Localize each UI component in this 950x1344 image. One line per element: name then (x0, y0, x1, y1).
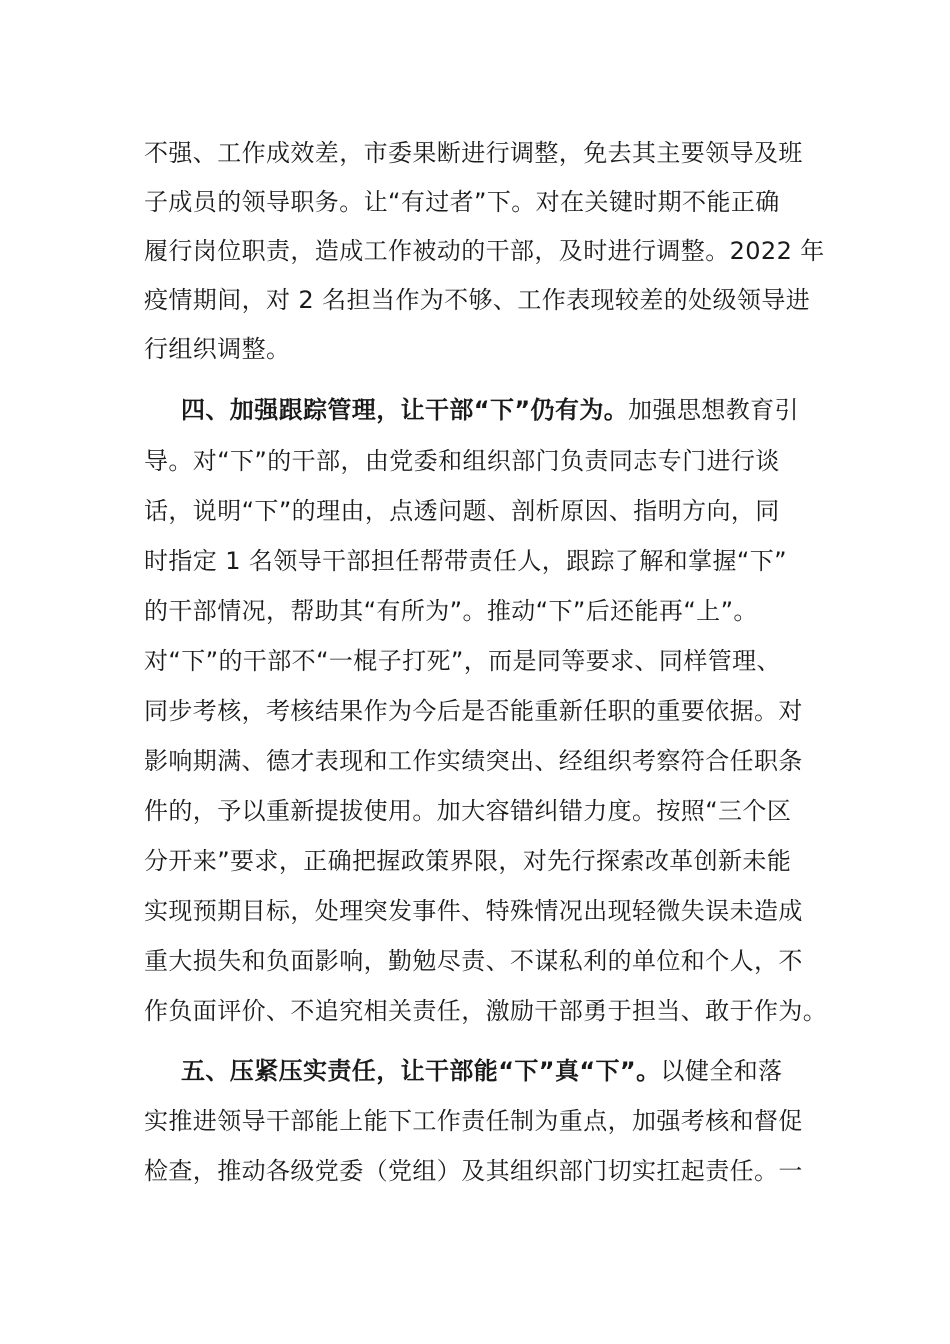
paragraph-2-line-6: 对“下”的干部不“一棍子打死”，而是同等要求、同样管理、 (144, 647, 781, 675)
paragraph-2-first-line-rest: 加强思想教育引 (628, 396, 799, 424)
paragraph-2-line-13: 作负面评价、不追究相关责任，激励干部勇于担当、敢于作为。 (144, 997, 828, 1025)
paragraph-2-line-10: 分开来”要求，正确把握政策界限，对先行探索改革创新未能 (144, 847, 792, 875)
paragraph-3-first-line-rest: 以健全和落 (660, 1057, 783, 1085)
paragraph-2-line-8: 影响期满、德才表现和工作实绩突出、经组织考察符合任职条 (144, 747, 803, 775)
paragraph-3-heading: 五、压紧压实责任，让干部能“下”真“下”。 (181, 1057, 661, 1085)
paragraph-2-first-line (181, 385, 871, 435)
paragraph-1-line-1: 不强、工作成效差，市委果断进行调整，免去其主要领导及班 (144, 139, 803, 167)
paragraph-2-line-11: 实现预期目标，处理突发事件、特殊情况出现轻微失误未造成 (144, 897, 803, 925)
paragraph-2-line-12: 重大损失和负面影响，勤勉尽责、不谋私利的单位和个人，不 (144, 947, 803, 975)
paragraph-3-line-2: 实推进领导干部能上能下工作责任制为重点，加强考核和督促 (144, 1107, 803, 1135)
paragraph-1-line-2: 子成员的领导职务。让“有过者”下。对在关键时期不能正确 (144, 188, 780, 216)
paragraph-2-line-5: 的干部情况，帮助其“有所为”。推动“下”后还能再“上”。 (144, 597, 758, 625)
paragraph-1-line-4: 疫情期间，对 2 名担当作为不够、工作表现较差的处级领导进 (144, 286, 811, 314)
paragraph-2-line-4: 时指定 1 名领导干部担任帮带责任人，跟踪了解和掌握“下” (144, 547, 787, 575)
paragraph-2-line-9: 件的，予以重新提拔使用。加大容错纠错力度。按照“三个区 (144, 797, 792, 825)
paragraph-2-line-3: 话，说明“下”的理由，点透问题、剖析原因、指明方向，同 (144, 497, 780, 525)
paragraph-1-line-3: 履行岗位职责，造成工作被动的干部，及时进行调整。2022 年 (144, 237, 825, 265)
paragraph-2-line-2: 导。对“下”的干部，由党委和组织部门负责同志专门进行谈 (144, 447, 780, 475)
paragraph-1-line-5: 行组织调整。 (144, 335, 291, 363)
paragraph-3-line-3: 检查，推动各级党委（党组）及其组织部门切实扛起责任。一 (144, 1157, 803, 1185)
paragraph-2-line-7: 同步考核，考核结果作为今后是否能重新任职的重要依据。对 (144, 697, 803, 725)
paragraph-3-first-line (181, 1046, 871, 1096)
paragraph-2-heading: 四、加强跟踪管理，让干部“下”仍有为。 (181, 396, 629, 424)
